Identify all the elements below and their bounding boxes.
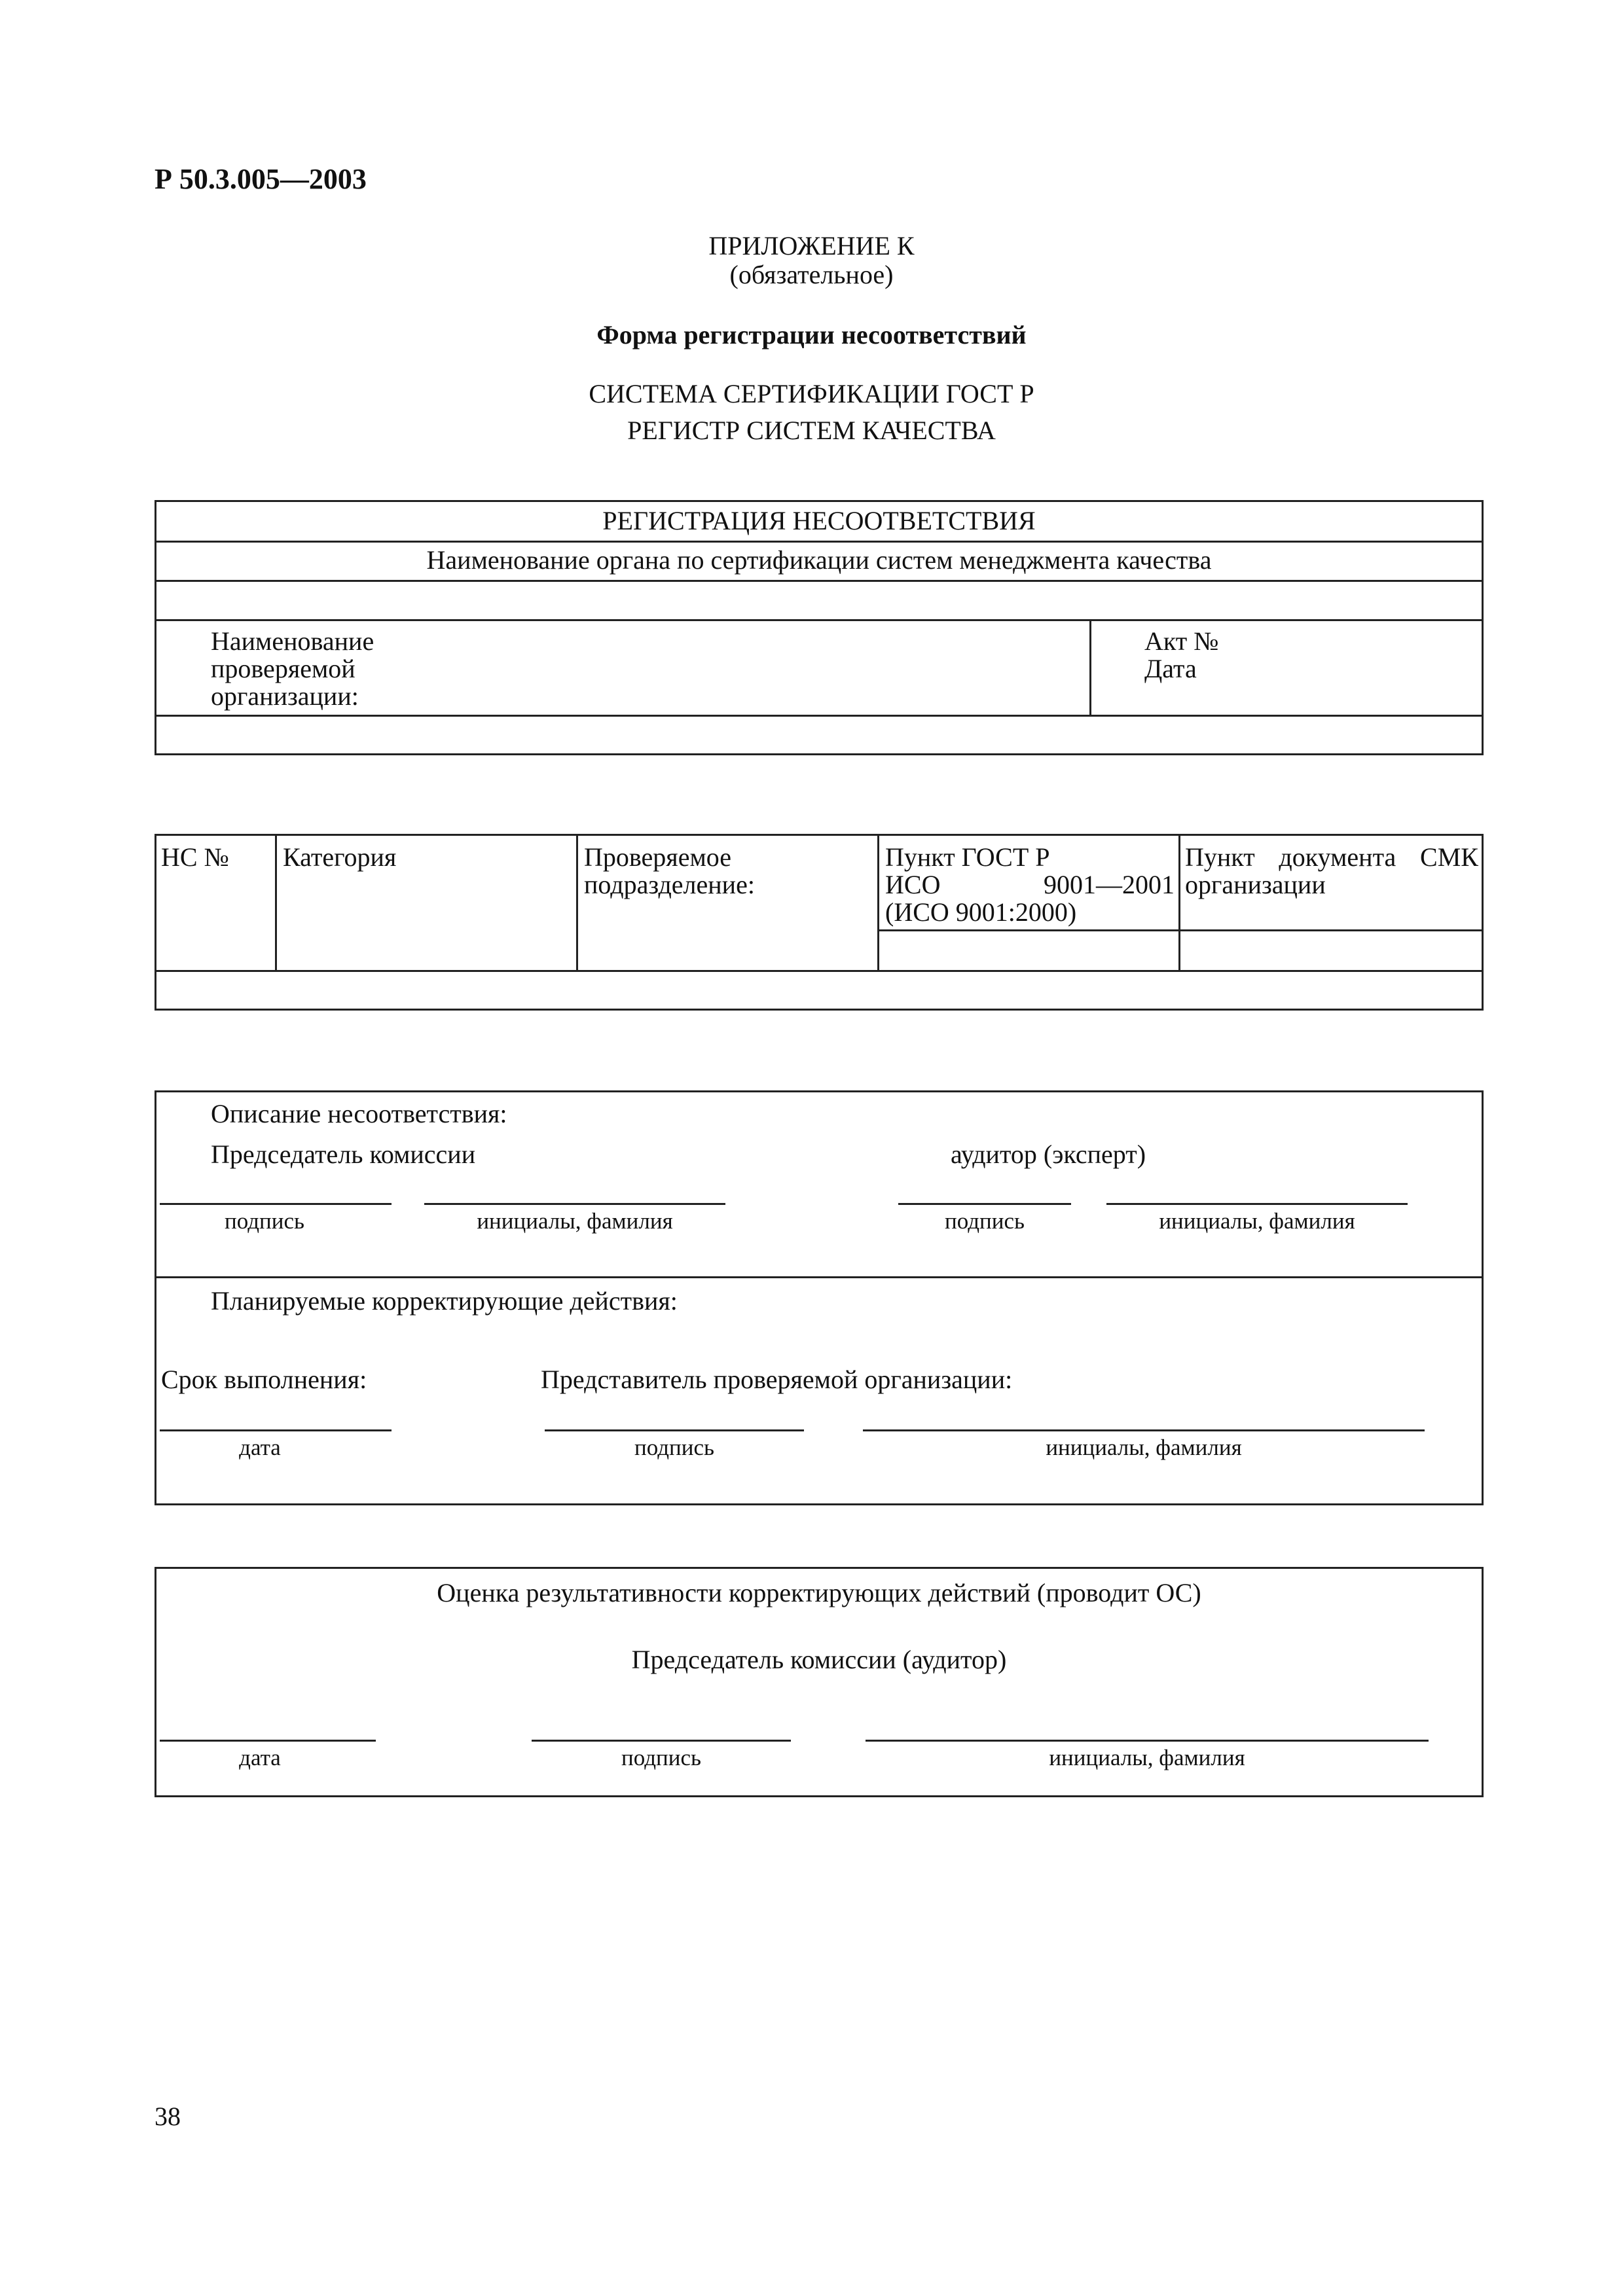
description-label: Описание несоответствия: (211, 1099, 507, 1128)
signature-caption: подпись (634, 1435, 714, 1460)
table-rule (155, 580, 1484, 582)
gost-clause-header (885, 870, 1175, 899)
qms-clause-text: Пункт (1185, 842, 1255, 872)
signature-caption: подпись (225, 1208, 304, 1234)
deadline-date-line (160, 1429, 392, 1431)
corrective-actions-label: Планируемые корректирующие действия: (211, 1286, 678, 1316)
form-title: Форма регистрации несоответствий (596, 320, 1027, 350)
representative-label: Представитель проверяемой организации: (541, 1365, 1013, 1394)
appendix-note: (обязательное) (729, 260, 894, 289)
org-name-label: организации: (211, 681, 359, 711)
date-caption: дата (239, 1745, 281, 1770)
chairman-label: Председатель комиссии (211, 1139, 476, 1169)
chairman-name-line (424, 1203, 725, 1205)
gost-clause-header: (ИСО 9001:2000) (885, 897, 1077, 927)
auditor-label: аудитор (эксперт) (951, 1139, 1146, 1169)
system-name: СИСТЕМА СЕРТИФИКАЦИИ ГОСТ Р (589, 379, 1034, 408)
document-code: Р 50.3.005—2003 (155, 163, 367, 195)
certification-body-label: Наименование органа по сертификации систем менеджмента качества (426, 545, 1212, 575)
date-caption: дата (239, 1435, 281, 1460)
qms-clause-text: документа (1279, 842, 1396, 872)
evaluation-signature-line (532, 1740, 791, 1742)
gost-clause-header: Пункт ГОСТ Р (885, 842, 1050, 872)
effectiveness-title: Оценка результативности корректирующих действий (проводит ОС) (437, 1578, 1201, 1607)
name-caption: инициалы, фамилия (477, 1208, 673, 1234)
signature-caption: подпись (945, 1208, 1025, 1234)
table-rule (155, 970, 1484, 972)
table-rule (1178, 834, 1180, 971)
table-rule (155, 541, 1484, 543)
unit-header: подразделение: (584, 870, 755, 899)
evaluation-name-line (866, 1740, 1429, 1742)
auditor-name-line (1106, 1203, 1408, 1205)
table-rule (275, 834, 277, 971)
act-date-label: Дата (1144, 654, 1197, 683)
table-rule (1089, 619, 1091, 715)
deadline-label: Срок выполнения: (161, 1365, 367, 1394)
name-caption: инициалы, фамилия (1159, 1208, 1355, 1234)
gost-clause-text: ИСО (885, 870, 941, 899)
effectiveness-chairman-label: Председатель комиссии (аудитор) (631, 1645, 1007, 1674)
auditor-signature-line (898, 1203, 1071, 1205)
representative-signature-line (545, 1429, 804, 1431)
act-number-label: Акт № (1144, 626, 1219, 656)
qms-clause-text: СМК (1420, 842, 1478, 872)
page-number: 38 (155, 2102, 181, 2131)
category-header: Категория (283, 842, 397, 872)
registration-title: РЕГИСТРАЦИЯ НЕСООТВЕТСТВИЯ (602, 506, 1036, 535)
register-name: РЕГИСТР СИСТЕМ КАЧЕСТВА (627, 416, 996, 445)
table-rule (877, 834, 879, 971)
table-rule (877, 929, 1484, 931)
chairman-signature-line (160, 1203, 392, 1205)
nc-number-header: НС № (161, 842, 229, 872)
table-rule (576, 834, 578, 971)
qms-clause-header (1185, 843, 1478, 871)
signature-caption: подпись (621, 1745, 701, 1770)
qms-clause-header: организации (1185, 870, 1326, 899)
appendix-heading: ПРИЛОЖЕНИЕ К (708, 231, 915, 260)
block-divider (155, 1276, 1484, 1278)
table-rule (155, 619, 1484, 621)
name-caption: инициалы, фамилия (1049, 1745, 1245, 1770)
org-name-label: Наименование (211, 626, 374, 656)
org-name-label: проверяемой (211, 654, 356, 683)
gost-clause-text: 9001—2001 (1044, 870, 1175, 899)
evaluation-date-line (160, 1740, 376, 1742)
table-rule (155, 715, 1484, 717)
representative-name-line (863, 1429, 1425, 1431)
unit-header: Проверяемое (584, 842, 731, 872)
name-caption: инициалы, фамилия (1046, 1435, 1242, 1460)
